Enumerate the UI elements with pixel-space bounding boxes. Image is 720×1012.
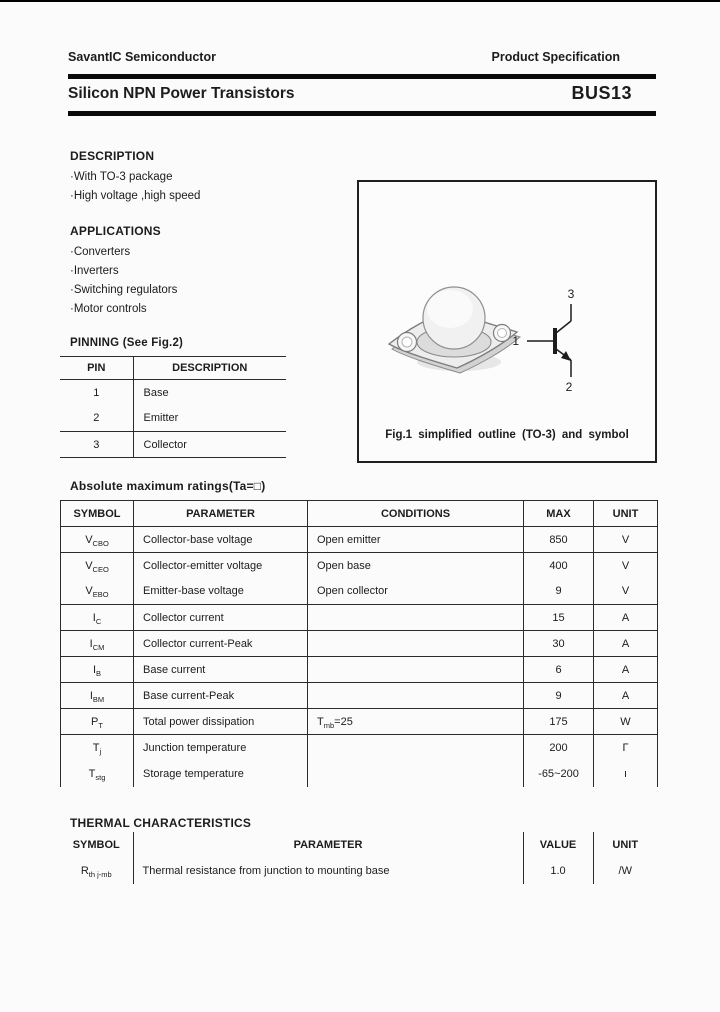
table-row	[61, 683, 658, 709]
description-heading: DESCRIPTION	[70, 149, 155, 163]
parameter-cell: Collector current	[134, 605, 308, 631]
table-row	[61, 631, 658, 657]
value-cell: 1.0	[523, 858, 593, 884]
thermal-characteristics-table	[60, 832, 657, 884]
parameter-cell: Base current	[134, 657, 308, 683]
symbol-base: T	[88, 767, 96, 780]
max-cell: 200	[524, 735, 594, 761]
pin-description: Base	[143, 386, 169, 399]
npn-transistor-symbol	[512, 287, 574, 394]
conditions-cell	[308, 579, 524, 605]
symbol-cell	[61, 709, 134, 735]
table-row	[61, 657, 658, 683]
unit-cell: ı	[594, 761, 658, 787]
thermal-heading: THERMAL CHARACTERISTICS	[70, 816, 252, 830]
col-value: VALUE	[523, 832, 593, 858]
symbol-subscript: stg	[95, 772, 106, 782]
ratings-header-row	[61, 501, 658, 527]
symbol-cell	[61, 735, 134, 761]
parameter-cell: Base current-Peak	[134, 683, 308, 709]
conditions-cell	[308, 709, 524, 735]
applications-heading: APPLICATIONS	[70, 224, 161, 238]
condition-text: Open collector	[317, 585, 388, 598]
symbol-base: T	[92, 741, 100, 754]
table-row	[60, 406, 286, 432]
table-row	[61, 735, 658, 761]
pinning-col-description: DESCRIPTION	[133, 357, 286, 380]
pin-number: 1	[60, 380, 133, 406]
parameter-cell: Collector current-Peak	[134, 631, 308, 657]
symbol-cell	[60, 858, 133, 884]
col-conditions: CONDITIONS	[308, 501, 524, 527]
symbol-base: P	[91, 715, 99, 728]
parameter-cell: Collector-emitter voltage	[134, 553, 308, 579]
conditions-cell	[308, 527, 524, 553]
header-rule	[68, 74, 656, 79]
conditions-cell	[308, 735, 524, 761]
unit-cell: A	[594, 631, 658, 657]
thermal-header-row	[60, 832, 657, 858]
symbol-base: I	[89, 689, 93, 702]
figure-canvas	[359, 182, 655, 461]
unit-cell: V	[594, 527, 658, 553]
symbol-base: V	[85, 585, 93, 598]
parameter-cell: Total power dissipation	[134, 709, 308, 735]
condition-text: T	[317, 715, 324, 728]
conditions-cell	[308, 761, 524, 787]
applications-item: ·Switching regulators	[70, 284, 178, 296]
table-row	[60, 432, 286, 458]
col-symbol: SYMBOL	[61, 501, 134, 527]
col-unit: UNIT	[612, 839, 639, 851]
abs-max-ratings-table	[60, 500, 658, 787]
pin-label-collector: 3	[567, 287, 575, 301]
symbol-cell	[61, 761, 134, 787]
symbol-subscript: j	[99, 746, 102, 756]
col-max: MAX	[524, 501, 594, 527]
symbol-cell	[61, 657, 134, 683]
part-number: BUS13	[571, 83, 632, 103]
condition-subscript: mb	[323, 720, 335, 730]
symbol-subscript: BM	[92, 694, 105, 704]
max-cell: 9	[524, 683, 594, 709]
description-item: ·With TO-3 package	[70, 171, 173, 183]
conditions-cell	[308, 553, 524, 579]
unit-cell: W	[594, 709, 658, 735]
unit-cell: Γ	[594, 735, 658, 761]
conditions-cell	[308, 683, 524, 709]
parameter-cell: Storage temperature	[134, 761, 308, 787]
pinning-header-row	[60, 357, 286, 380]
table-row	[61, 579, 658, 605]
applications-item: ·Motor controls	[70, 303, 147, 315]
symbol-base: V	[85, 533, 93, 546]
symbol-base: R	[80, 865, 89, 877]
max-cell: 15	[524, 605, 594, 631]
col-parameter: PARAMETER	[134, 501, 308, 527]
parameter-cell: Thermal resistance from junction to mounting base	[133, 858, 523, 884]
parameter-cell: Collector-base voltage	[134, 527, 308, 553]
pin-label-emitter: 2	[565, 380, 573, 394]
symbol-subscript: T	[98, 720, 103, 730]
company-name: SavantIC Semiconductor	[68, 50, 216, 64]
max-cell: 175	[524, 709, 594, 735]
page-top-edge	[0, 0, 720, 2]
pinning-table	[60, 356, 286, 458]
to3-package-drawing	[389, 287, 520, 373]
symbol-cell	[61, 579, 134, 605]
figure-caption: Fig.1 simplified outline (TO-3) and symbol	[385, 429, 629, 441]
spec-label: Product Specification	[491, 50, 620, 64]
pin-number: 2	[60, 406, 133, 432]
unit-cell: V	[594, 553, 658, 579]
max-cell: 6	[524, 657, 594, 683]
unit-cell: /W	[618, 865, 632, 877]
parameter-cell: Junction temperature	[134, 735, 308, 761]
pin-number: 3	[60, 432, 133, 458]
pinning-col-pin: PIN	[60, 357, 133, 380]
description-item: ·High voltage ,high speed	[70, 190, 201, 202]
condition-text: Open base	[317, 559, 371, 572]
unit-cell: A	[594, 683, 658, 709]
parameter-cell: Emitter-base voltage	[134, 579, 308, 605]
symbol-base: I	[89, 637, 93, 650]
unit-cell: A	[594, 605, 658, 631]
condition-text: Open emitter	[317, 533, 381, 546]
symbol-cell	[61, 605, 134, 631]
figure-box	[357, 180, 657, 463]
title-rule	[68, 111, 656, 116]
table-row	[61, 761, 658, 787]
unit-cell: V	[594, 579, 658, 605]
conditions-cell	[308, 631, 524, 657]
max-cell: -65~200	[524, 761, 594, 787]
symbol-subscript: B	[96, 668, 102, 678]
symbol-base: I	[92, 663, 97, 676]
symbol-subscript: CM	[92, 642, 105, 652]
symbol-cell	[61, 631, 134, 657]
col-parameter: PARAMETER	[133, 832, 523, 858]
symbol-cell	[61, 527, 134, 553]
col-symbol: SYMBOL	[60, 832, 133, 858]
symbol-subscript: th j-mb	[88, 870, 112, 880]
pin-description: Collector	[133, 432, 286, 458]
max-cell: 9	[524, 579, 594, 605]
description-list	[70, 168, 200, 206]
symbol-cell	[61, 553, 134, 579]
max-cell: 30	[524, 631, 594, 657]
pin-label-base: 1	[512, 334, 519, 348]
max-cell: 850	[524, 527, 594, 553]
symbol-base: V	[85, 559, 93, 572]
condition-text: =25	[334, 715, 353, 728]
pin-description: Emitter	[133, 406, 286, 432]
unit-cell: A	[594, 657, 658, 683]
symbol-subscript: CBO	[92, 538, 109, 548]
abs-max-heading: Absolute maximum ratings(Ta=□)	[70, 479, 266, 493]
table-row	[61, 527, 658, 553]
col-unit: UNIT	[594, 501, 658, 527]
applications-item: ·Converters	[70, 246, 131, 258]
symbol-subscript: CEO	[92, 564, 109, 574]
applications-item: ·Inverters	[70, 265, 119, 277]
max-cell: 400	[524, 553, 594, 579]
pinning-heading: PINNING (See Fig.2)	[70, 337, 184, 349]
document-title: Silicon NPN Power Transistors	[68, 85, 295, 102]
table-row	[61, 605, 658, 631]
symbol-subscript: C	[95, 616, 102, 626]
symbol-subscript: EBO	[92, 590, 109, 600]
table-row	[60, 858, 657, 884]
table-row	[60, 380, 286, 406]
table-row	[61, 709, 658, 735]
symbol-base: I	[92, 611, 96, 624]
applications-list	[70, 243, 177, 319]
table-row	[61, 553, 658, 579]
conditions-cell	[308, 605, 524, 631]
symbol-cell	[61, 683, 134, 709]
conditions-cell	[308, 657, 524, 683]
emitter-arrow-icon	[561, 351, 571, 361]
